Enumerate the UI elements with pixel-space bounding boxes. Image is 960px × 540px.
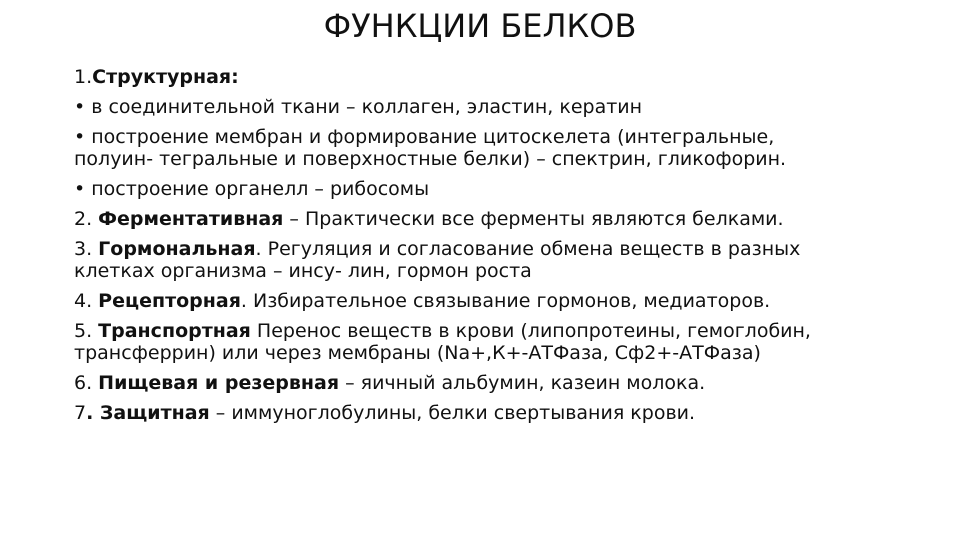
bold-text: Пищевая и резервная (98, 372, 340, 394)
slide-body (74, 66, 894, 432)
text-span: 4. (74, 290, 99, 312)
list-item (74, 238, 894, 282)
text-span: – иммуноглобулины, белки свертывания крови. (209, 402, 696, 424)
text-line (74, 290, 894, 312)
text-span: 5. (74, 320, 99, 342)
text-span: • построение мембран и формирование цитоскелета (интегральные, (74, 126, 775, 148)
list-item (74, 372, 894, 394)
text-span: – Практически все ферменты являются белками. (283, 208, 784, 230)
text-span: клетках организма – инсу- лин, гормон роста (74, 260, 532, 282)
bold-text: Транспортная (98, 320, 251, 342)
bold-text: Рецепторная (98, 290, 241, 312)
text-line (74, 238, 894, 260)
text-line (74, 372, 894, 394)
text-span: • построение органелл – рибосомы (74, 178, 430, 200)
text-span: . Избирательное связывание гормонов, медиаторов. (240, 290, 771, 312)
text-span: трансферрин) или через мембраны (Na+,К+-АТФаза, Сф2+-АТФаза) (74, 342, 761, 364)
list-item (74, 126, 894, 170)
list-item (74, 96, 894, 118)
list-item (74, 178, 894, 200)
text-span: Перенос веществ в крови (липопротеины, гемоглобин, (250, 320, 811, 342)
text-span: 6. (74, 372, 99, 394)
text-span: 3. (74, 238, 99, 260)
text-line (74, 260, 894, 282)
text-span: полуин- тегральные и поверхностные белки) – спектрин, гликофорин. (74, 148, 787, 170)
text-line (74, 148, 894, 170)
list-item (74, 208, 894, 230)
text-span: – яичный альбумин, казеин молока. (339, 372, 706, 394)
list-item (74, 320, 894, 364)
text-span: • в соединительной ткани – коллаген, эластин, кератин (74, 96, 643, 118)
text-span: 1. (74, 66, 93, 88)
text-span: . Регуляция и согласование обмена веществ в разных (255, 238, 801, 260)
text-span: 7 (74, 402, 87, 424)
list-item (74, 66, 894, 88)
text-line (74, 96, 894, 118)
text-line (74, 126, 894, 148)
bold-text: Гормональная (98, 238, 256, 260)
bold-text: Ферментативная (98, 208, 284, 230)
list-item (74, 290, 894, 312)
bold-text: Структурная: (92, 66, 239, 88)
text-line (74, 342, 894, 364)
text-line (74, 66, 894, 88)
text-line (74, 178, 894, 200)
slide-title: ФУНКЦИИ БЕЛКОВ (323, 7, 637, 45)
text-line (74, 402, 894, 424)
text-span: 2. (74, 208, 99, 230)
bold-text: . Защитная (86, 402, 210, 424)
text-line (74, 208, 894, 230)
list-item (74, 402, 894, 424)
text-line (74, 320, 894, 342)
